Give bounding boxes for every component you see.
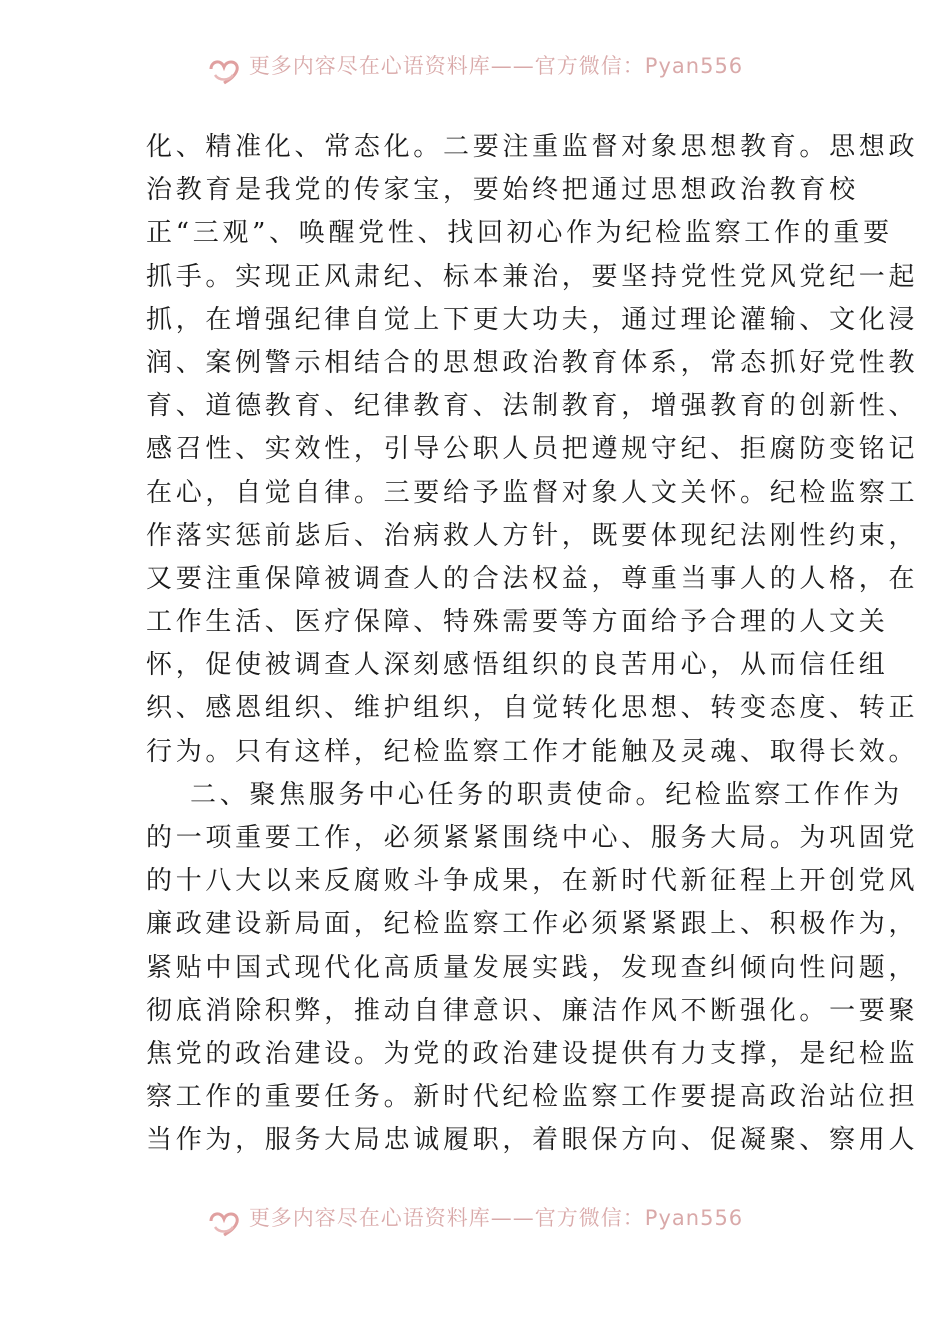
text-line: 治教育是我党的传家宝，要始终把通过思想政治教育校: [146, 175, 859, 206]
text-line: 育、道德教育、纪律教育、法制教育，增强教育的创新性、: [146, 391, 919, 422]
text-line: 润、案例警示相结合的思想政治教育体系，常态抓好党性教: [146, 347, 919, 378]
text-line: 又要注重保障被调查人的合法权益，尊重当事人的人格，在: [146, 563, 919, 594]
text-line: 焦党的政治建设。为党的政治建设提供有力支撑，是纪检监: [146, 1038, 919, 1069]
text-line: 紧贴中国式现代化高质量发展实践，发现查纠倾向性问题，: [146, 952, 919, 983]
text-line: 作落实惩前毖后、治病救人方针，既要体现纪法刚性约束，: [146, 520, 919, 551]
text-line: 廉政建设新局面，纪检监察工作必须紧紧跟上、积极作为，: [146, 909, 919, 940]
watermark-text: 更多内容尽在心语资料库——官方微信：Pyan556: [248, 54, 744, 78]
text-line: 工作生活、医疗保障、特殊需要等方面给予合理的人文关: [146, 607, 889, 638]
text-line: 行为。只有这样，纪检监察工作才能触及灵魂、取得长效。: [146, 736, 919, 767]
text-line: 彻底消除积弊，推动自律意识、廉洁作风不断强化。一要聚: [146, 995, 919, 1026]
text-line: 正“三观”、唤醒党性、找回初心作为纪检监察工作的重要: [146, 218, 893, 249]
heart-logo-icon: [207, 55, 243, 85]
text-line: 在心，自觉自律。三要给予监督对象人文关怀。纪检监察工: [146, 477, 919, 508]
watermark-footer: [0, 1202, 950, 1242]
text-line: 怀，促使被调查人深刻感悟组织的良苦用心，从而信任组: [146, 650, 889, 681]
text-line: 当作为，服务大局忠诚履职，着眼保方向、促凝聚、察用人: [146, 1125, 919, 1156]
text-line: 化、精准化、常态化。二要注重监督对象思想教育。思想政: [146, 132, 919, 162]
watermark-text: 更多内容尽在心语资料库——官方微信：Pyan556: [248, 1206, 744, 1230]
document-body: [146, 126, 919, 1163]
text-line: 织、感恩组织、维护组织，自觉转化思想、转变态度、转正: [146, 693, 919, 724]
text-line: 察工作的重要任务。新时代纪检监察工作要提高政治站位担: [146, 1082, 919, 1113]
text-line: 抓，在增强纪律自觉上下更大功夫，通过理论灌输、文化浸: [146, 304, 919, 335]
paragraph-start-line: 二、聚焦服务中心任务的职责使命。纪检监察工作作为: [190, 779, 903, 810]
text-line: 感召性、实效性，引导公职人员把遵规守纪、拒腐防变铭记: [146, 434, 919, 465]
text-line: 的一项重要工作，必须紧紧围绕中心、服务大局。为巩固党: [146, 823, 919, 853]
text-line: 抓手。实现正风肃纪、标本兼治，要坚持党性党风党纪一起: [146, 261, 919, 292]
heart-logo-icon: [207, 1207, 243, 1237]
watermark-header: [0, 50, 950, 90]
text-line: 的十八大以来反腐败斗争成果，在新时代新征程上开创党风: [146, 866, 919, 897]
